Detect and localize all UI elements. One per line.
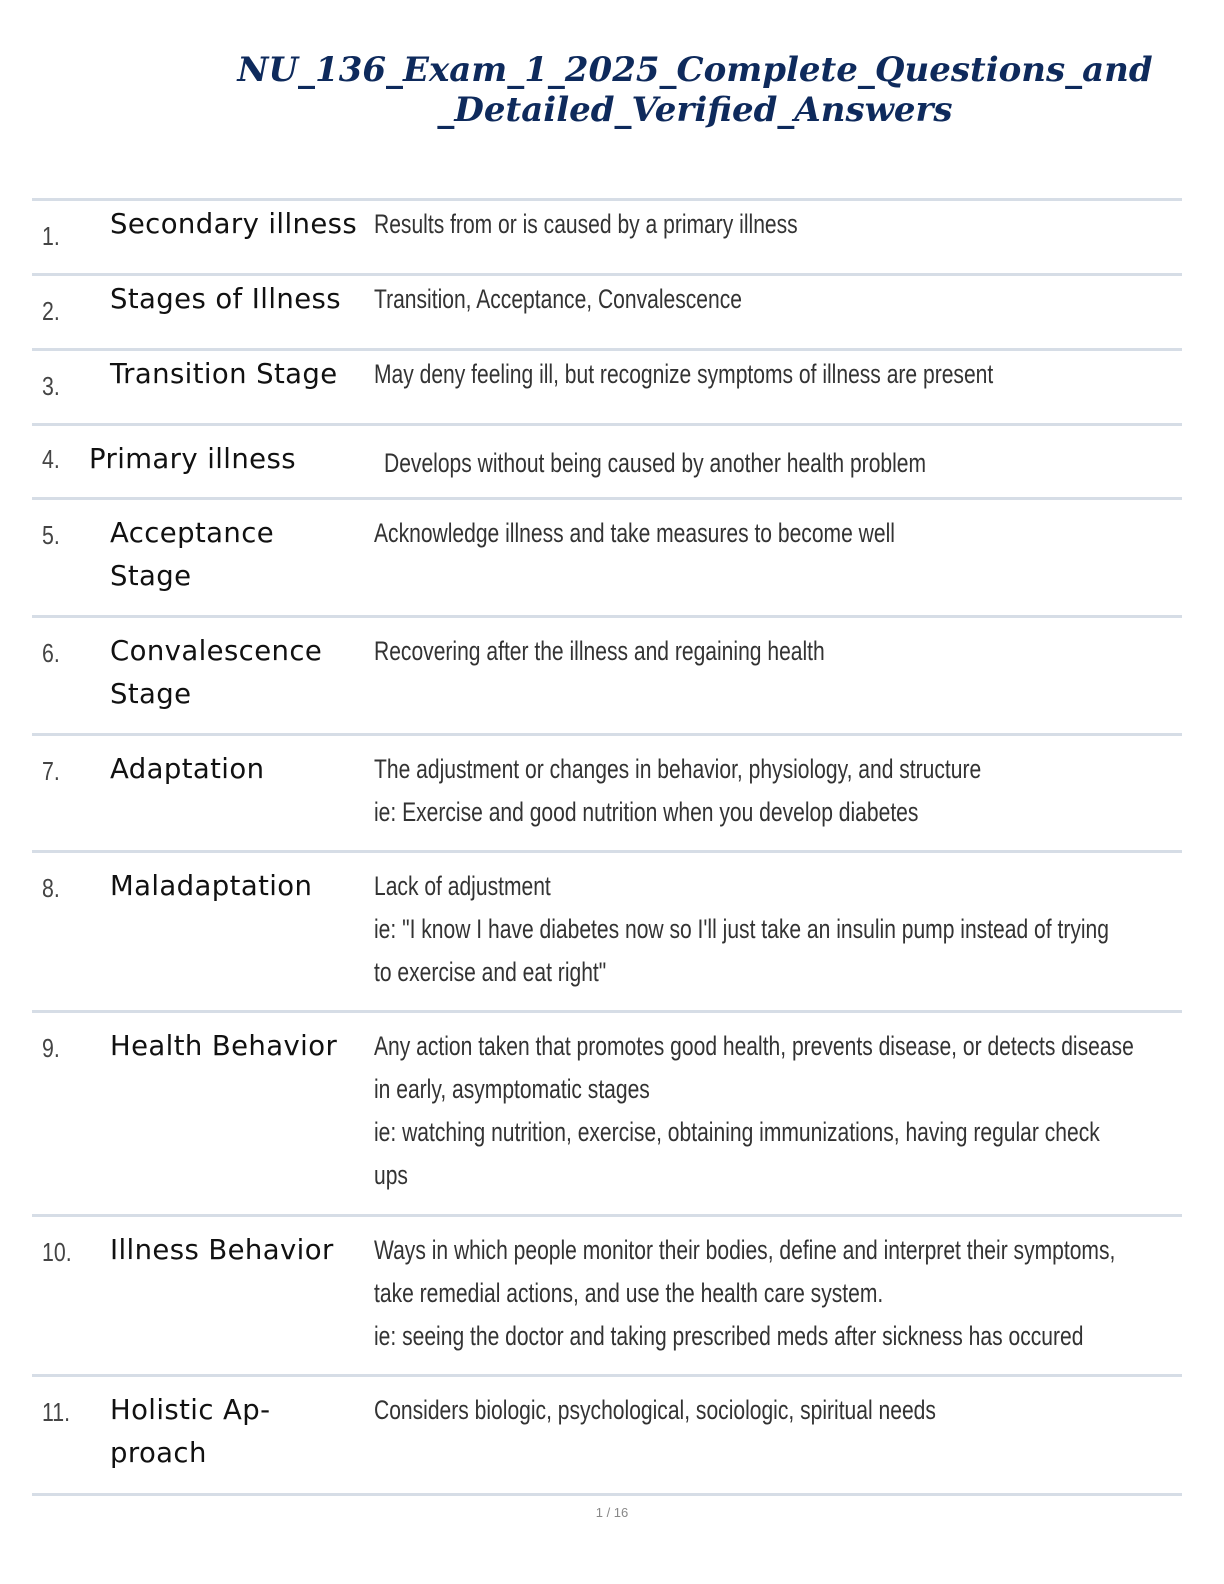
card-number: 2. [42,296,60,326]
definition-line: Any action taken that promotes good health, prevents disease, or detects disease [374,1031,1134,1061]
card-term: Adaptation [110,753,265,785]
definition-line: Acknowledge illness and take measures to become well [374,518,895,548]
definition-line: Develops without being caused by another health problem [384,448,927,478]
card-number: 10. [42,1237,72,1267]
definition-line: ie: seeing the doctor and taking prescribed meds after sickness has occured [374,1321,1084,1351]
card-term: Transition Stage [110,358,338,390]
card-row-9 [32,1013,1182,1217]
card-term: Primary illness [89,443,296,475]
definition-line: Recovering after the illness and regaining health [374,636,825,666]
card-definition [374,203,1162,246]
definition-line: Transition, Acceptance, Convalescence [374,284,742,314]
card-definition [374,1389,1162,1432]
card-term: Secondary illness [110,208,358,240]
card-definition [384,442,1172,485]
card-definition [374,865,1162,994]
card-term: Health Behavior [110,1030,338,1062]
title-line-2: _Detailed_Verified_Answers [437,90,953,130]
definition-line: ups [374,1160,408,1190]
card-number: 8. [42,873,60,903]
card-number: 7. [42,756,60,786]
card-row-4 [32,426,1182,500]
card-term: Acceptance Stage [110,517,275,592]
card-row-7 [32,736,1182,853]
card-row-6 [32,618,1182,736]
title-line-1: NU_136_Exam_1_2025_Complete_Questions_and [237,50,1153,90]
definition-line: Considers biologic, psychological, sociologic, spiritual needs [374,1395,936,1425]
card-definition [374,278,1162,321]
card-row-11 [32,1377,1182,1496]
document-title [160,50,1224,130]
definition-line: ie: "I know I have diabetes now so I'll just take an insulin pump instead of trying [374,914,1109,944]
definition-line: to exercise and eat right" [374,957,607,987]
card-term: Illness Behavior [110,1234,334,1266]
card-row-5 [32,500,1182,618]
card-row-3 [32,351,1182,426]
card-row-10 [32,1217,1182,1377]
card-definition [374,1025,1162,1197]
card-row-1 [32,201,1182,276]
card-definition [374,353,1162,396]
definition-line: ie: Exercise and good nutrition when you develop diabetes [374,797,919,827]
definition-line: ie: watching nutrition, exercise, obtaining immunizations, having regular check [374,1117,1100,1147]
page-indicator: 1 / 16 [595,1505,629,1520]
card-number: 1. [42,221,60,251]
card-number: 5. [42,520,60,550]
definition-line: The adjustment or changes in behavior, physiology, and structure [374,754,982,784]
card-row-2 [32,276,1182,351]
card-number: 4. [42,444,60,474]
card-row-8 [32,853,1182,1013]
card-definition [374,748,1162,834]
card-term: Maladaptation [110,870,313,902]
card-term: Holistic Ap-proach [110,1394,271,1469]
definition-line: Results from or is caused by a primary illness [374,209,798,239]
card-number: 6. [42,638,60,668]
definition-line: Ways in which people monitor their bodies, define and interpret their symptoms, [374,1235,1116,1265]
flashcard-table [32,198,1182,1496]
card-term: Convalescence Stage [110,635,323,710]
card-term: Stages of Illness [110,283,341,315]
card-number: 9. [42,1033,60,1063]
card-number: 3. [42,371,60,401]
definition-line: take remedial actions, and use the health care system. [374,1278,884,1308]
card-definition [374,630,1162,673]
definition-line: Lack of adjustment [374,871,551,901]
card-number: 11. [42,1397,71,1427]
card-definition [374,512,1162,555]
card-definition [374,1229,1162,1358]
definition-line: in early, asymptomatic stages [374,1074,650,1104]
definition-line: May deny feeling ill, but recognize symptoms of illness are present [374,359,994,389]
